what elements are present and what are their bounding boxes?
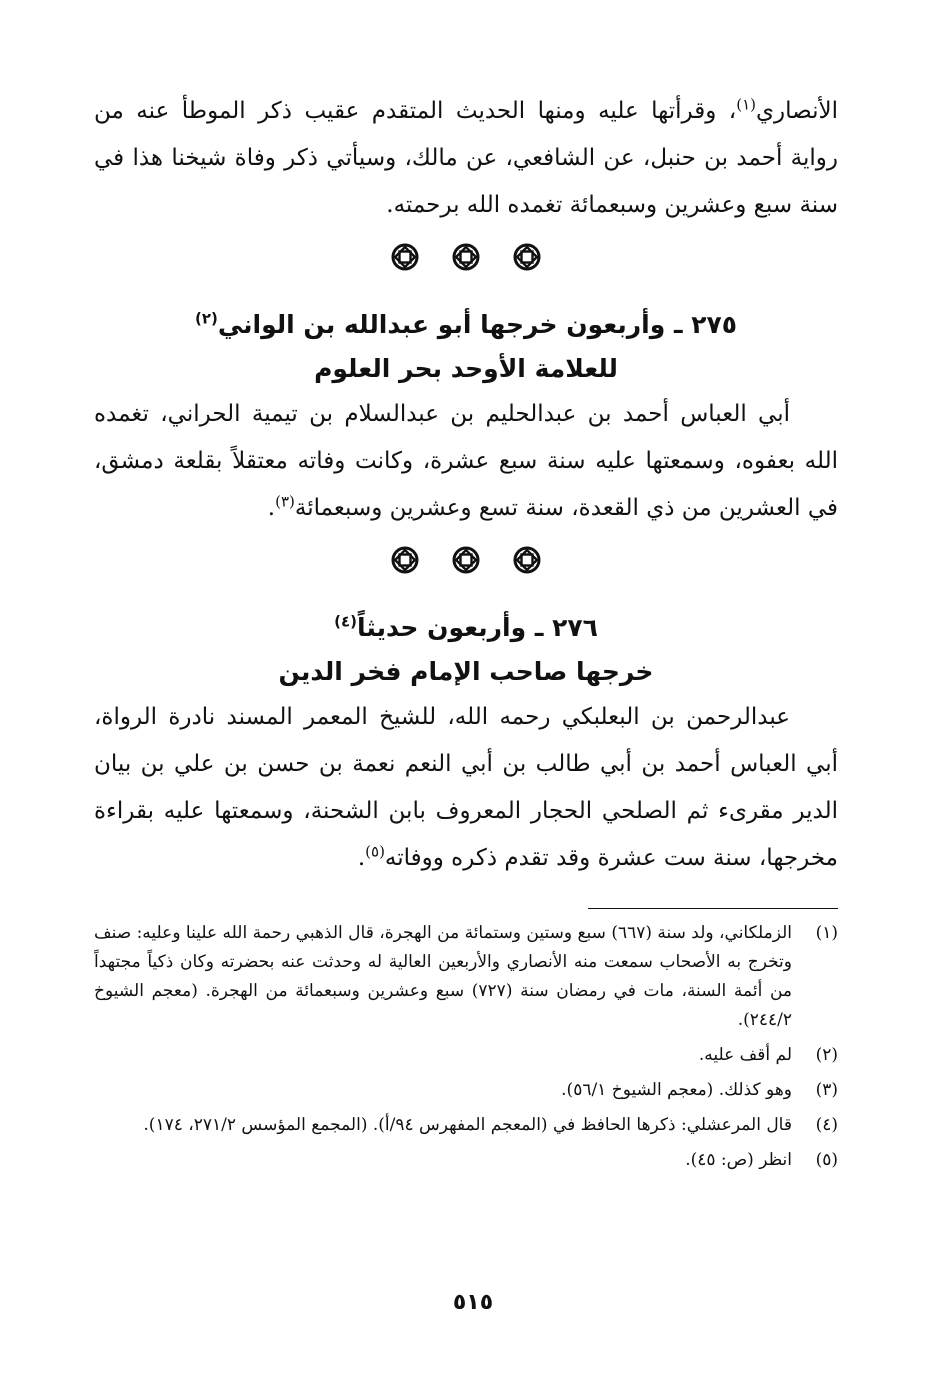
knot-ornament-icon (452, 546, 480, 574)
section-divider (94, 233, 838, 281)
footnote-separator (588, 908, 838, 909)
footnote-number: (٥) (815, 1150, 838, 1170)
paragraph-text: أبي العباس أحمد بن عبدالحليم بن عبدالسلام بن تيمية الحراني، تغمده الله بعفوه، وسمعتها عليه سنة سبع عشرة، وكانت وفاته معتقلاً بقلعة دمشق، في العشرين من ذي القعدة، سنة تسع وعشرين وسبعمائة (94, 401, 838, 521)
footnote-text: قال المرعشلي: ذكرها الحافظ في (المعجم المفهرس ٩٤/أ). (المجمع المؤسس ٢٧١/٢، ١٧٤). (143, 1115, 792, 1135)
footnote-marker[interactable]: (٤) (334, 612, 357, 631)
knot-ornament-icon (452, 243, 480, 271)
knot-ornament-icon (391, 243, 419, 271)
footnote-number: (٢) (815, 1045, 838, 1065)
entry-275-title (94, 303, 838, 347)
entry-276-title (94, 606, 838, 650)
entry-275-body (94, 391, 838, 532)
footnote-number: (٣) (815, 1080, 838, 1100)
entry-276-body (94, 694, 838, 882)
footnote-marker[interactable]: (٣) (275, 492, 295, 511)
section-divider (94, 536, 838, 584)
entry-275-subtitle: للعلامة الأوحد بحر العلوم (314, 354, 618, 383)
footnote (94, 1041, 838, 1070)
page-number: ٥١٥ (452, 1290, 494, 1315)
entry-title-text: ٢٧٥ ـ وأربعون خرجها أبو عبدالله بن الواني (217, 310, 738, 339)
footnote-text: وهو كذلك. (معجم الشيوخ ٥٦/١). (561, 1080, 792, 1100)
knot-ornament-icon (513, 546, 541, 574)
footnote (94, 919, 838, 1035)
footnote-text: انظر (ص: ٤٥). (685, 1150, 792, 1170)
footnote-marker[interactable]: (٥) (365, 842, 385, 861)
footnote (94, 1146, 838, 1175)
footnote-marker[interactable]: (٢) (194, 309, 218, 328)
entry-276-subtitle: خرجها صاحب الإمام فخر الدين (278, 657, 654, 686)
paragraph-text: ، وقرأتها عليه ومنها الحديث المتقدم عقيب ذكر الموطأ عنه من رواية أحمد بن حنبل، عن الشافعي، عن مالك، وسيأتي ذكر وفاة شيخنا هذا في سنة سبع وعشرين وسبعمائة تغمده الله برحمته. (94, 98, 838, 218)
footnote-number: (١) (815, 923, 838, 943)
knot-ornament-icon (513, 243, 541, 271)
footnote-text: الزملكاني، ولد سنة (٦٦٧) سبع وستين وستمائة من الهجرة، قال الذهبي رحمة الله علينا وعليه: صنف وتخرج به الأصحاب سمعت منه الأنصاري والأربعين العالية له وحدثت عنه بحضرته وكان ذكياً مجتهداً من أئمة السنة، مات في رمضان سنة (٧٢٧) سبع وعشرين وسبعمائة من الهجرة. (معجم الشيوخ ٢٤٤/٢). (94, 923, 793, 1030)
footnote (94, 1076, 838, 1105)
footnotes (94, 919, 838, 1175)
paragraph-text: الأنصاري (756, 98, 838, 124)
paragraph-text: . (357, 845, 366, 871)
footnote (94, 1111, 838, 1140)
paragraph-text: . (267, 495, 276, 521)
footnote-text: لم أقف عليه. (698, 1045, 792, 1065)
footnote-number: (٤) (815, 1115, 838, 1135)
footnote-marker[interactable]: (١) (736, 95, 757, 114)
entry-title-text: ٢٧٦ ـ وأربعون حديثاً (356, 613, 598, 642)
top-paragraph (94, 88, 838, 229)
knot-ornament-icon (391, 546, 419, 574)
paragraph-text: عبدالرحمن بن البعلبكي رحمه الله، للشيخ المعمر المسند نادرة الرواة، أبي العباس أحمد بن أبي طالب بن أبي النعم نعمة بن حسن بن علي بن بيان الدير مقرىء ثم الصلحي الحجار المعروف بابن الشحنة، وسمعتها عليه بقراءة مخرجها، سنة ست عشرة وقد تقدم ذكره ووفاته (94, 704, 838, 871)
